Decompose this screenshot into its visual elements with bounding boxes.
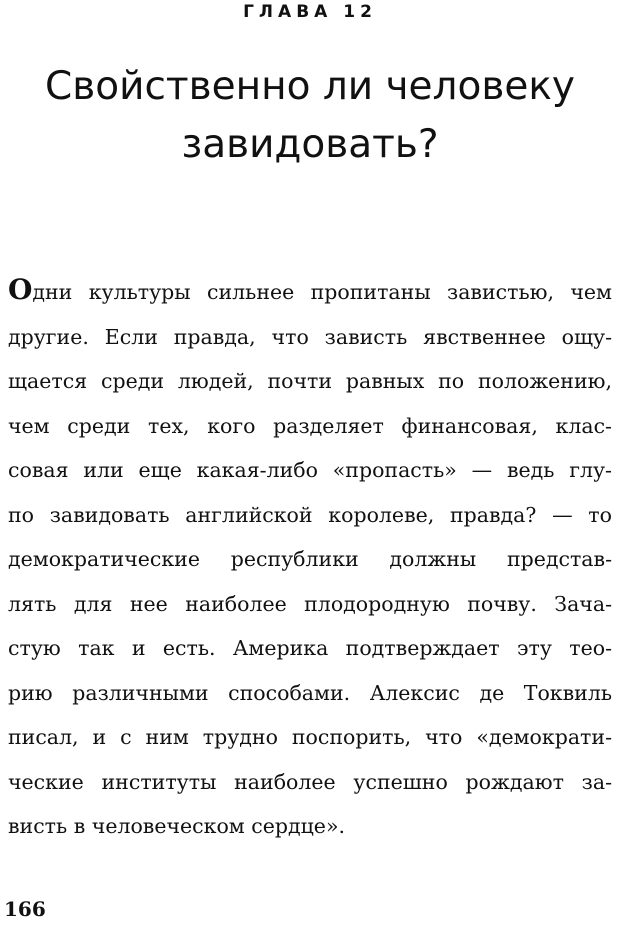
- paragraph-line: лять для нее наиболее плодородную почву. Зача-: [8, 591, 612, 616]
- paragraph-line: демократические республики должны представ-: [8, 547, 612, 571]
- body-paragraph: [8, 270, 612, 849]
- paragraph-line: стую так и есть. Америка подтверждает эту тео-: [8, 636, 612, 660]
- paragraph-line: другие. Если правда, что зависть явственнее ощу-: [8, 324, 612, 349]
- chapter-title-line: Свойственно ли человеку: [45, 64, 575, 109]
- paragraph-line: ческие институты наиболее успешно рождают за-: [8, 769, 612, 794]
- drop-cap: О: [8, 273, 33, 306]
- paragraph-line: щается среди людей, почти равных по положению,: [8, 369, 612, 393]
- paragraph-line: рию различными способами. Алексис де Токвиль: [8, 680, 612, 705]
- paragraph-line: писал, и с ним трудно поспорить, что «демократи-: [8, 725, 612, 749]
- paragraph-line: совая или еще какая-либо «пропасть» — ведь глу-: [8, 458, 612, 482]
- chapter-label: ГЛАВА 12: [243, 2, 377, 22]
- paragraph-line-text: дни культуры сильнее пропитаны завистью, чем: [32, 280, 612, 304]
- page-number: 166: [4, 897, 46, 921]
- paragraph-line: чем среди тех, кого разделяет финансовая, клас-: [8, 413, 612, 438]
- chapter-title: [0, 58, 620, 174]
- paragraph-line: висть в человеческом сердце».: [8, 814, 345, 838]
- chapter-title-line: завидовать?: [181, 122, 439, 167]
- paragraph-line: [8, 270, 612, 315]
- paragraph-line: по завидовать английской королеве, правда? — то: [8, 502, 612, 527]
